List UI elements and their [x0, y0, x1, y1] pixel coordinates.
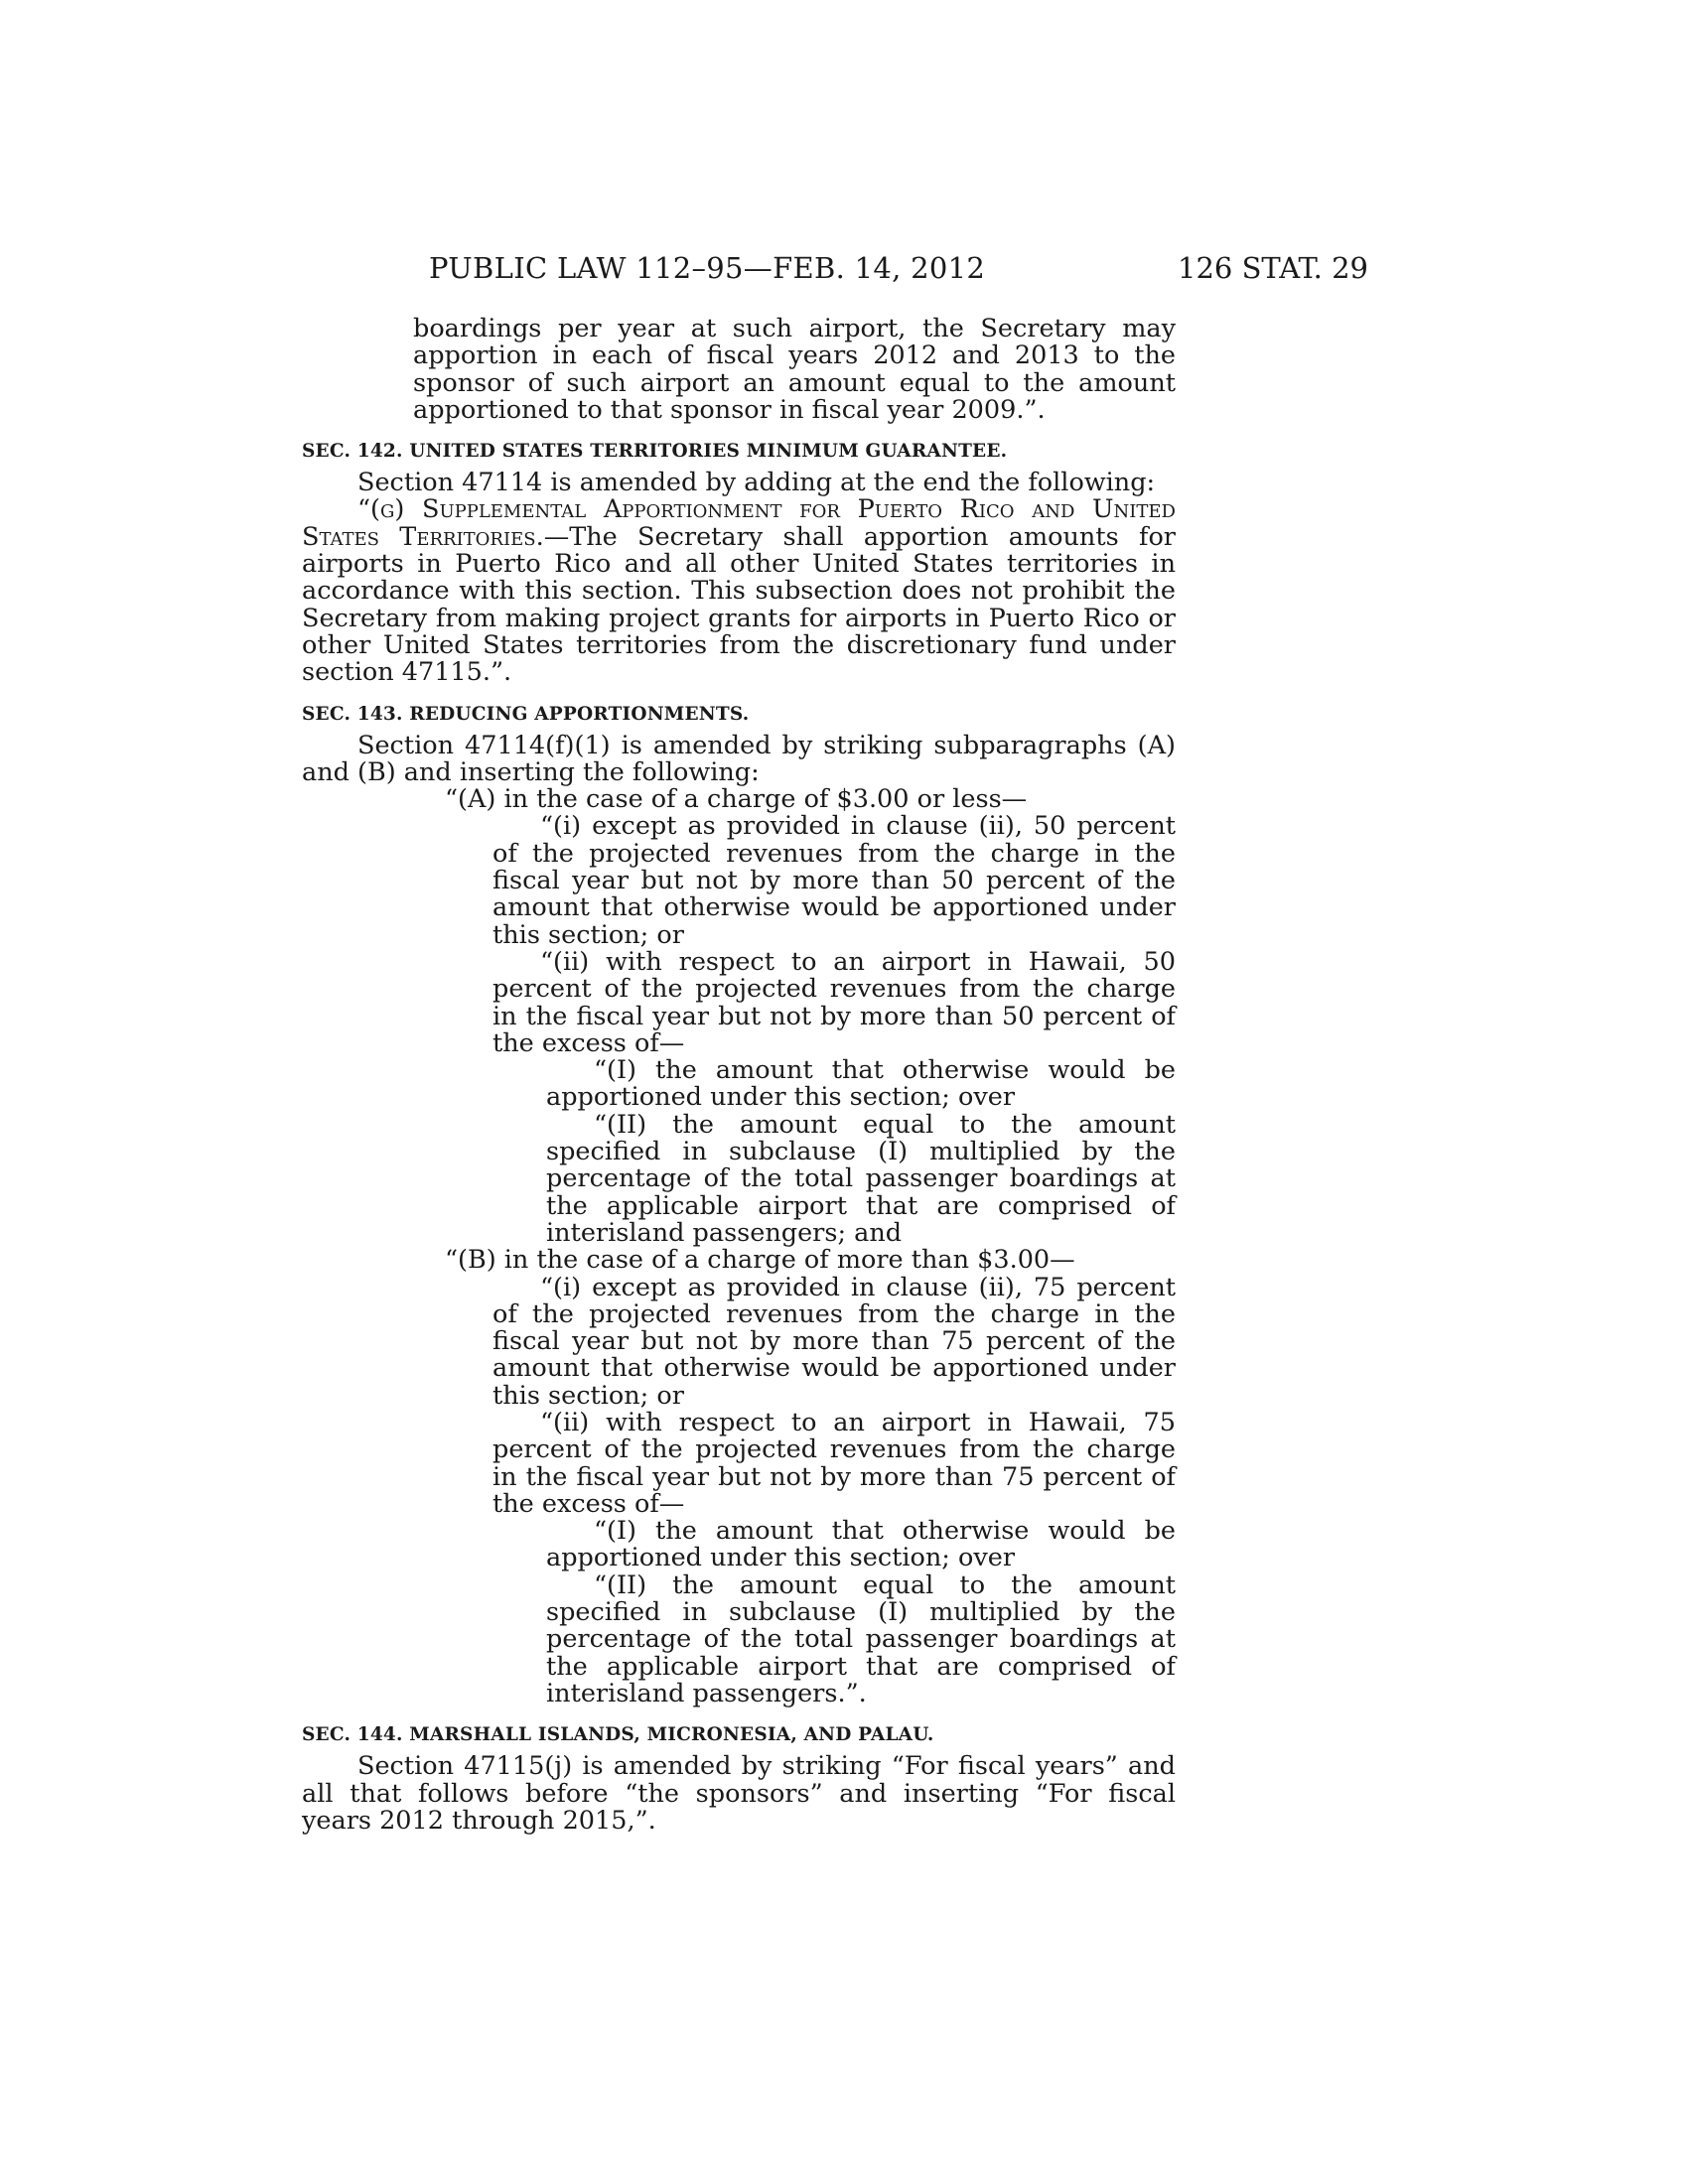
section-142-subsection-g [302, 496, 1176, 686]
section-143-intro: Section 47114(f)(1) is amended by striking subparagraphs (A) and (B) and inserting the following: [302, 730, 1176, 787]
document-body [302, 316, 1176, 1835]
subsection-g-text: —The Secretary shall apportion amounts for airports in Puerto Rico and all other United States territories in accordance with this section. This subsection does not prohibit the Secretary from making project grants for airports in Puerto Rico or other United States territories from the discretionary fund under section 47115.”. [302, 521, 1176, 688]
section-143-heading: SEC. 143. REDUCING APPORTIONMENTS. [302, 703, 750, 725]
section-142-intro: Section 47114 is amended by adding at the end the following: [357, 468, 1156, 498]
subparagraph-B-clause-ii: “(ii) with respect to an airport in Hawaii, 75 percent of the projected revenues from the charge in the fiscal year but not by more than 75 percent of the excess of— [492, 1407, 1176, 1519]
subparagraph-A-subclause-II: “(II) the amount equal to the amount specified in subclause (I) multiplied by the percentage of the total passenger boardings at the applicable airport that are comprised of interisland passengers; and [546, 1109, 1176, 1248]
section-144-text: Section 47115(j) is amended by striking “For fiscal years” and all that follows before “the sponsors” and inserting “For fiscal years 2012 through 2015,”. [302, 1751, 1176, 1836]
running-header-title: PUBLIC LAW 112–95—FEB. 14, 2012 [429, 251, 986, 285]
subparagraph-A-subclause-I: “(I) the amount that otherwise would be apportioned under this section; over [546, 1055, 1176, 1113]
subparagraph-A-heading: “(A) in the case of a charge of $3.00 or less— [445, 784, 1028, 815]
subparagraph-B-subclause-II: “(II) the amount equal to the amount specified in subclause (I) multiplied by the percentage of the total passenger boardings at the applicable airport that are comprised of interisland passengers.”. [546, 1570, 1176, 1708]
subparagraph-B-subclause-I: “(I) the amount that otherwise would be apportioned under this section; over [546, 1516, 1176, 1573]
continuation-paragraph: boardings per year at such airport, the Secretary may apportion in each of fiscal years 2012 and 2013 to the sponsor of such airport an amount equal to the amount apportioned to that sponsor in fiscal year 2009.”. [413, 314, 1176, 425]
running-header-stat-page: 126 STAT. 29 [1178, 251, 1368, 285]
section-144-heading: SEC. 144. MARSHALL ISLANDS, MICRONESIA, AND PALAU. [302, 1724, 934, 1746]
subparagraph-A-clause-i: “(i) except as provided in clause (ii), 50 percent of the projected revenues from the charge in the fiscal year but not by more than 50 percent of the amount that otherwise would be apportioned under this section; or [492, 811, 1176, 950]
subparagraph-B-clause-i: “(i) except as provided in clause (ii), 75 percent of the projected revenues from the charge in the fiscal year but not by more than 75 percent of the amount that otherwise would be apportioned under this section; or [492, 1272, 1176, 1411]
subsection-g-heading: “(g) Supplemental Apportionment for Puerto Rico and United States Territories. [302, 494, 1176, 552]
subparagraph-A-clause-ii: “(ii) with respect to an airport in Hawaii, 50 percent of the projected revenues from the charge in the fiscal year but not by more than 50 percent of the excess of— [492, 946, 1176, 1058]
subparagraph-B-heading: “(B) in the case of a charge of more than $3.00— [445, 1245, 1075, 1276]
section-142-heading: SEC. 142. UNITED STATES TERRITORIES MINIMUM GUARANTEE. [302, 441, 1008, 463]
